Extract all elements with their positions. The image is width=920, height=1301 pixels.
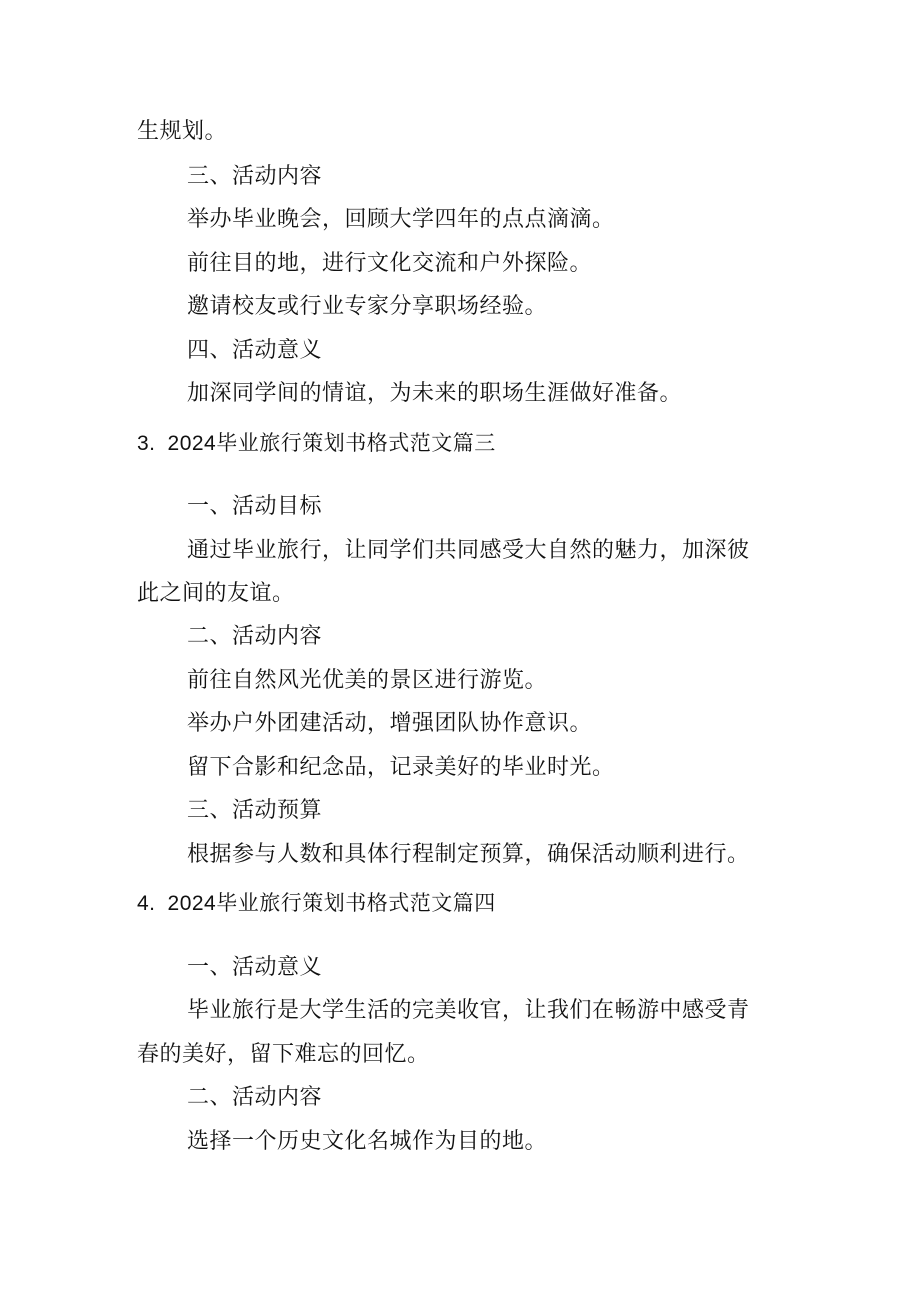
section-heading-4 (137, 889, 787, 919)
paragraph-line: 春的美好，留下难忘的回忆。 (137, 1042, 430, 1067)
subheading-content: 二、活动内容 (187, 1085, 323, 1110)
subheading-budget: 三、活动预算 (187, 798, 323, 823)
paragraph: 加深同学间的情谊，为未来的职场生涯做好准备。 (187, 381, 683, 406)
paragraph-line: 毕业旅行是大学生活的完美收官，让我们在畅游中感受青 (187, 998, 750, 1023)
section-title: 2024毕业旅行策划书格式范文篇三 (167, 432, 496, 455)
subheading-meaning: 一、活动意义 (187, 955, 323, 980)
subheading-meaning: 四、活动意义 (187, 338, 323, 363)
subheading-content: 二、活动内容 (187, 624, 323, 649)
section-number: 4. (137, 892, 156, 915)
list-item: 前往自然风光优美的景区进行游览。 (187, 668, 548, 693)
list-item: 前往目的地，进行文化交流和户外探险。 (187, 251, 593, 276)
list-item: 选择一个历史文化名城作为目的地。 (187, 1129, 548, 1154)
continuation-text: 生规划。 (137, 119, 228, 144)
paragraph-line: 通过毕业旅行，让同学们共同感受大自然的魅力，加深彼 (187, 538, 750, 563)
section-heading-3 (137, 429, 787, 459)
list-item: 举办户外团建活动，增强团队协作意识。 (187, 711, 593, 736)
list-item: 留下合影和纪念品，记录美好的毕业时光。 (187, 755, 615, 780)
section-number: 3. (137, 432, 156, 455)
subheading-goal: 一、活动目标 (187, 494, 323, 519)
paragraph-line: 此之间的友谊。 (137, 581, 295, 606)
paragraph: 根据参与人数和具体行程制定预算，确保活动顺利进行。 (187, 842, 750, 867)
list-item: 邀请校友或行业专家分享职场经验。 (187, 294, 548, 319)
section-title: 2024毕业旅行策划书格式范文篇四 (167, 892, 496, 915)
subheading-content: 三、活动内容 (187, 164, 323, 189)
list-item: 举办毕业晚会，回顾大学四年的点点滴滴。 (187, 207, 615, 232)
